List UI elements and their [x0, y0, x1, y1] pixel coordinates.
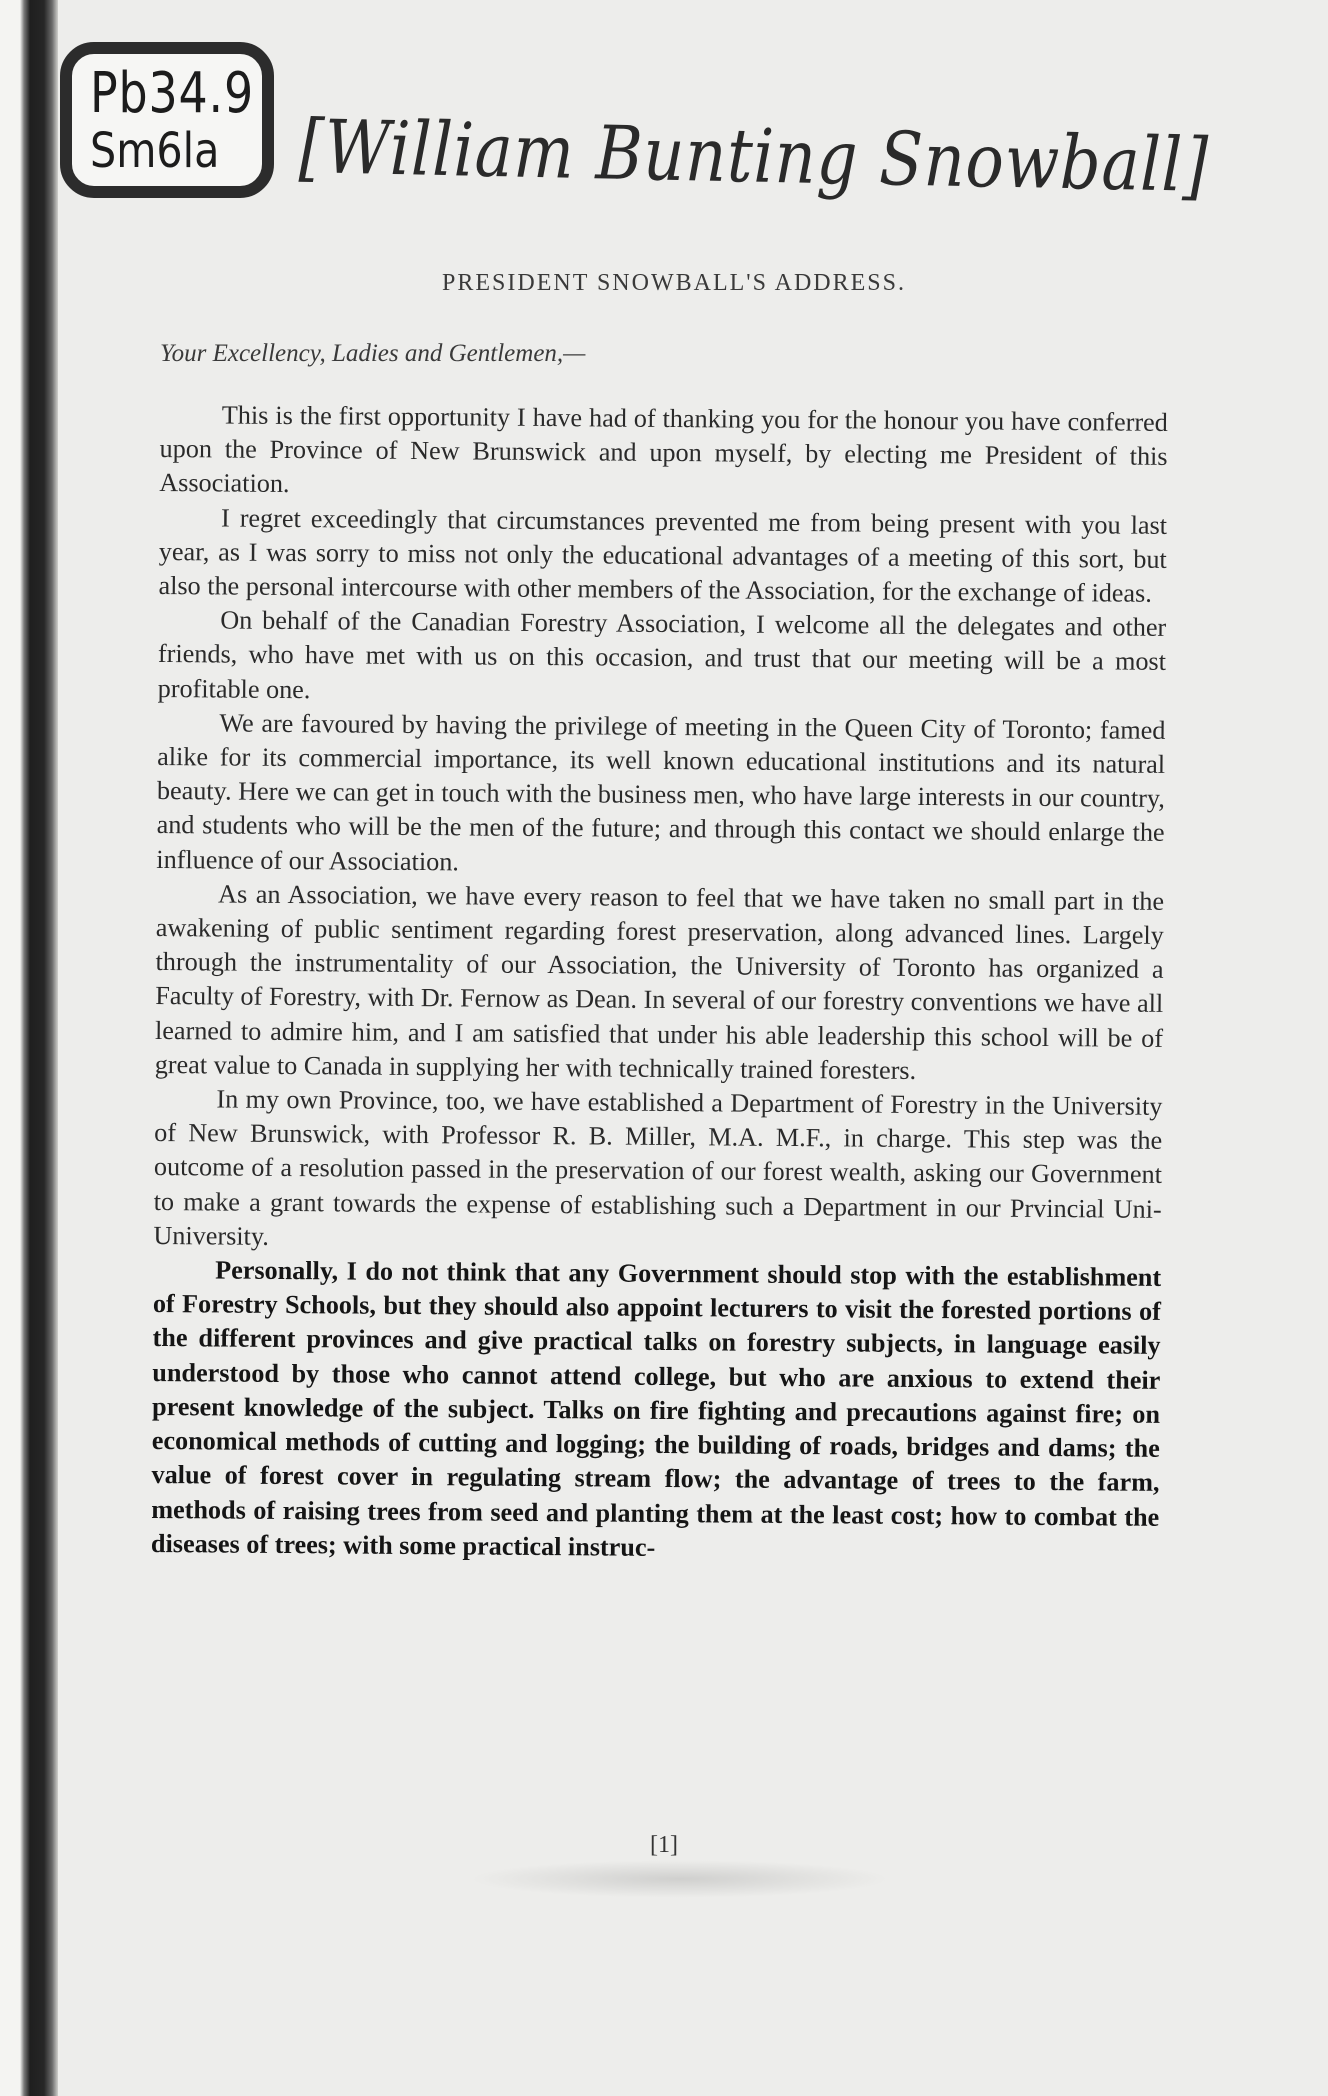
paragraph: We are favoured by having the privilege of meeting in the Queen City of Toronto; famed alike for its commercial importance, its well known educational institutions and its natural beauty. Here we can get in touch with the business men, who have large interests in our country, and students who will be the men of the future; and through this contact we should enlarge the influence of our Association.	[156, 708, 1166, 877]
paragraph: Personally, I do not think that any Government should stop with the establishment of Forestry Schools, but they should also appoint lecturers to visit the forested portions of the different provinces and give practical talks on forestry subjects, in language easily understood by those who cannot attend college, but who are anxious to extend their present knowledge of the subject. Talks on fire fighting and precautions against fire; on economical methods of cutting and logging; the building of roads, bridges and dams; the value of forest cover in regulating stream flow; the advantage of trees to the farm, methods of raising trees from seed and planting them at the least cost; how to combat the diseases of trees; with some practical instruc-	[150, 1255, 1162, 1562]
paragraph: In my own Province, too, we have established a Department of Forestry in the University of New Brunswick, with Professor R. B. Miller, M.A. M.F., in charge. This step was the outcome of a resolution passed in the preservation of our forest wealth, asking our Government to make a grant towards the expense of establishing such a Department in our Prvincial Uni-University.	[153, 1084, 1163, 1251]
catalog-label-line1: Pb34.9	[90, 61, 255, 126]
salutation: Your Excellency, Ladies and Gentlemen,—	[160, 340, 586, 367]
page-title: PRESIDENT SNOWBALL'S ADDRESS.	[442, 270, 906, 296]
handwritten-attribution: [William Bunting Snowball]	[298, 104, 1210, 210]
paragraph: I regret exceedingly that circumstances prevented me from being present with you last year, as I was sorry to miss not only the educational advantages of a meeting of this sort, but also the personal intercourse with other members of the Association, for the exchange of ideas.	[158, 503, 1168, 608]
ink-bleed-through	[470, 1860, 890, 1898]
address-body	[151, 398, 1168, 1569]
paragraph: On behalf of the Canadian Forestry Association, I welcome all the delegates and other friends, who have met with us on this occasion, and trust that our meeting will be a most profitable one.	[157, 605, 1167, 704]
catalog-label	[60, 42, 274, 198]
catalog-label-line2: Sm6la	[90, 123, 220, 179]
page-number: [1]	[650, 1832, 678, 1858]
binding-spine	[0, 0, 58, 2096]
paragraph: This is the first opportunity I have had of thanking you for the honour you have conferred upon the Province of New Brunswick and upon myself, by electing me President of this Association.	[159, 400, 1168, 499]
paragraph: As an Association, we have every reason to feel that we have taken no small part in the awakening of public sentiment regarding forest preservation, along advanced lines. Largely through the instrumentality of our Association, the University of Toronto has organized a Faculty of Forestry, with Dr. Fernow as Dean. In several of our forestry conventions we have all learned to admire him, and I am satisfied that under his able leadership this school will be of great value to Canada in supplying her with technically trained foresters.	[154, 879, 1165, 1085]
